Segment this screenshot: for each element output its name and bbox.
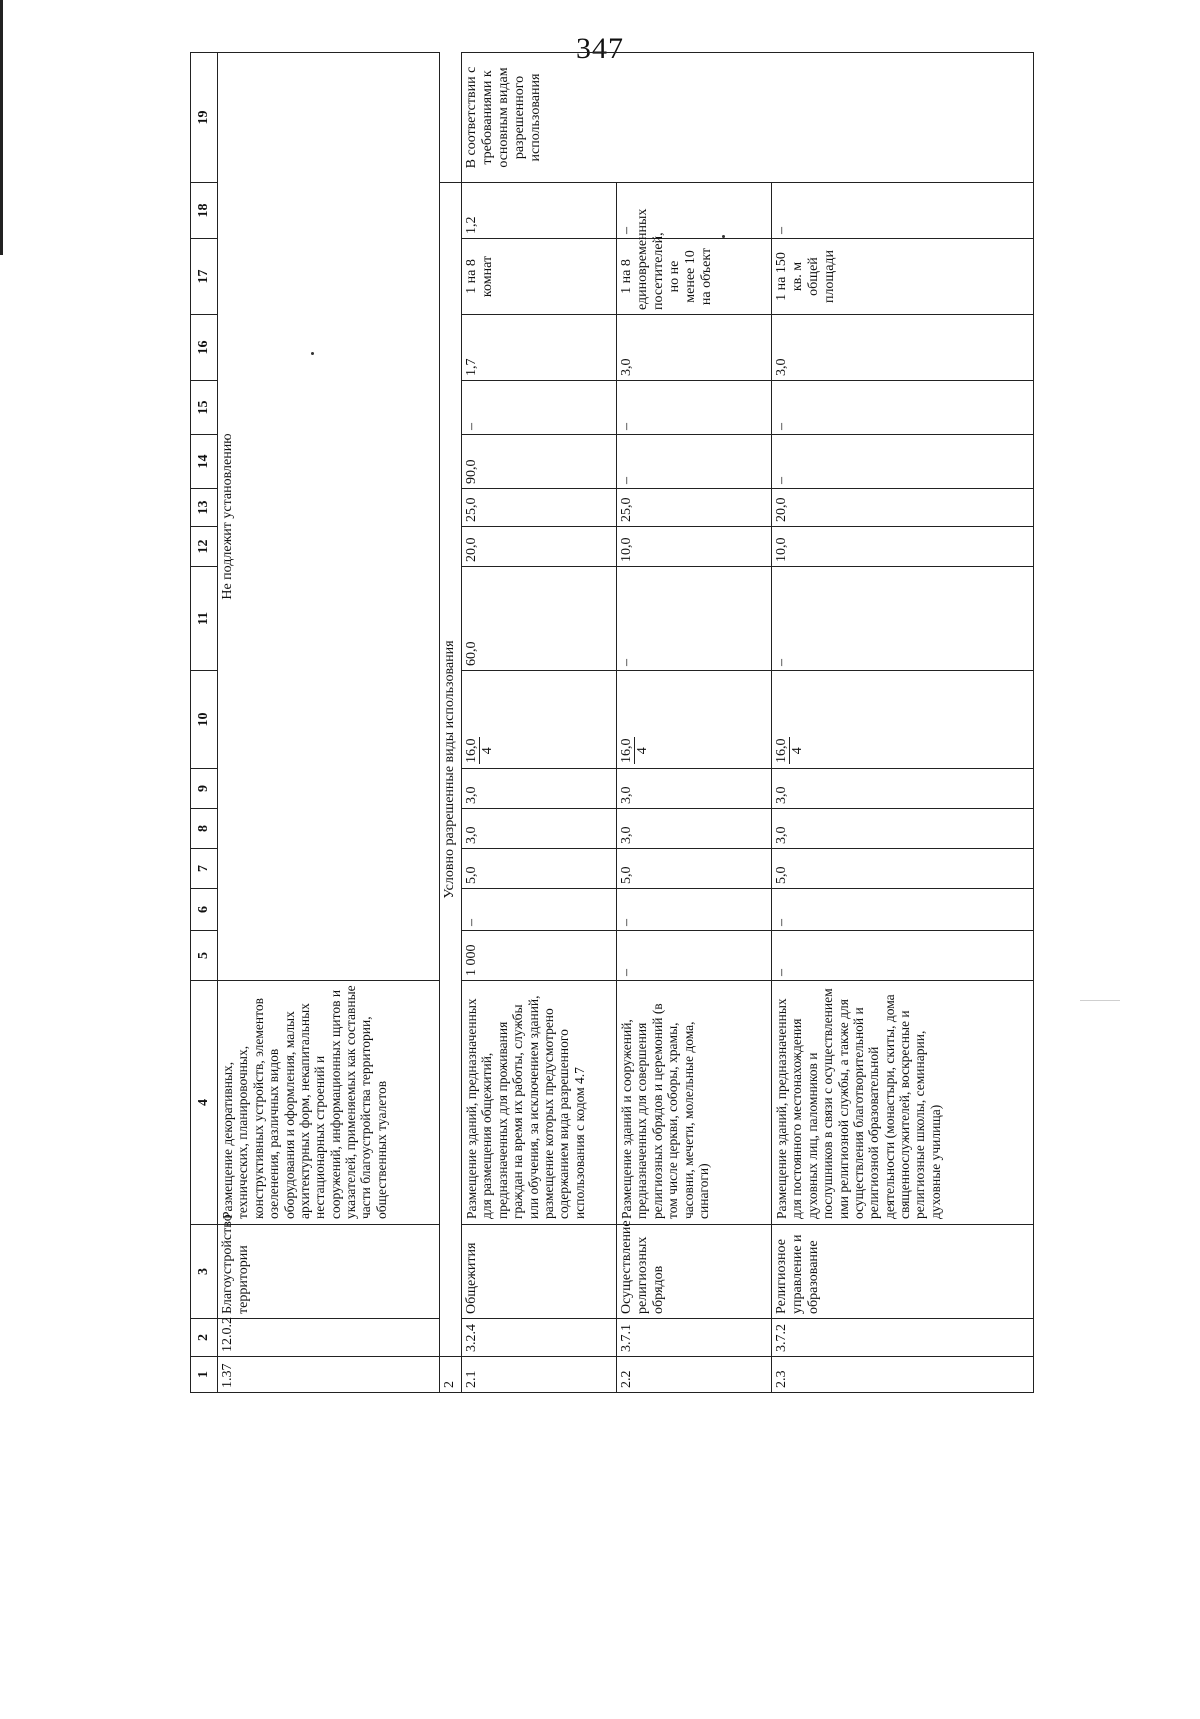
cell-col5: – xyxy=(617,931,772,981)
header-cell: 19 xyxy=(191,53,218,183)
cell-col7: 5,0 xyxy=(617,849,772,889)
use-name: Религиозное управление и образование xyxy=(772,1225,1034,1319)
header-cell: 10 xyxy=(191,671,218,769)
fraction-numerator: 16,0 xyxy=(619,738,634,763)
header-cell: 17 xyxy=(191,239,218,315)
cell-col8: 3,0 xyxy=(617,809,772,849)
table-row xyxy=(617,53,772,1393)
fraction xyxy=(774,738,806,765)
cell-col11: – xyxy=(617,567,772,671)
cell-col14: – xyxy=(772,435,1034,489)
rotated-table-container xyxy=(190,66,1030,1393)
use-description: Размещение зданий и сооружений, предназначенных для совершения религиозных обрядов и церемоний (в том числе церкви, соборы, храмы, часовни, мечети, молельные дома, синагоги) xyxy=(617,981,772,1225)
cell-col7: 5,0 xyxy=(462,849,617,889)
use-description: Размещение декоративных, технических, планировочных, конструктивных устройств, элементов озеленения, различных видов оборудования и оформления, малых архитектурных форм, некапитальных нестационарных строений и сооружений, информационных щитов и указателей, применяемых как составные части благоустройства территории, общественных туалетов xyxy=(218,981,440,1225)
cell-col18: 1,2 xyxy=(462,183,617,239)
cell-col10 xyxy=(772,671,1034,769)
table-row xyxy=(218,53,440,1393)
header-cell: 6 xyxy=(191,889,218,931)
use-name: Благоустройство территории xyxy=(218,1225,440,1319)
row-number: 2.2 xyxy=(617,1357,772,1393)
use-code: 3.7.1 xyxy=(617,1319,772,1357)
table-row xyxy=(772,53,1034,1393)
cell-col5: 1 000 xyxy=(462,931,617,981)
header-cell: 2 xyxy=(191,1319,218,1357)
cell-col17: 1 на 8 единовременных посетителей, но не менее 10 на объект xyxy=(617,239,772,315)
cell-col15: – xyxy=(617,381,772,435)
fraction xyxy=(619,738,651,765)
regulations-table xyxy=(190,52,1034,1393)
merged-not-established-cell: Не подлежит установлению xyxy=(218,53,440,981)
header-row xyxy=(191,53,218,1393)
use-description: Размещение зданий, предназначенных для постоянного местонахождения духовных лиц, паломников и послушников в связи с осуществлением ими религиозной службы, а также для осуществления благотворительной и религиозной образовательной деятельности (монастыри, скиты, дома священнослужителей, воскресные и религиозные школы, семинарии, духовные училища) xyxy=(772,981,1034,1225)
fraction-denominator: 4 xyxy=(790,747,806,755)
cell-col15: – xyxy=(462,381,617,435)
use-code: 12.0.2 xyxy=(218,1319,440,1357)
use-description: Размещение зданий, предназначенных для размещения общежитий, предназначенных для проживания граждан на время их работы, службы или обучения, за исключением зданий, размещение которых предусмотрено содержанием вида разрешенного использования с кодом 4.7 xyxy=(462,981,617,1225)
cell-col11: 60,0 xyxy=(462,567,617,671)
fraction xyxy=(464,738,496,765)
cell-col9: 3,0 xyxy=(462,769,617,809)
cell-col16: 3,0 xyxy=(772,315,1034,381)
cell-col11: – xyxy=(772,567,1034,671)
cell-col14: – xyxy=(617,435,772,489)
header-cell: 7 xyxy=(191,849,218,889)
cell-col16: 3,0 xyxy=(617,315,772,381)
header-cell: 9 xyxy=(191,769,218,809)
row-number: 1.37 xyxy=(218,1357,440,1393)
cell-col12: 20,0 xyxy=(462,527,617,567)
cell-col13: 20,0 xyxy=(772,489,1034,527)
cell-col6: – xyxy=(772,889,1034,931)
cell-col5: – xyxy=(772,931,1034,981)
use-code: 3.7.2 xyxy=(772,1319,1034,1357)
table-row xyxy=(462,53,617,1393)
cell-col15: – xyxy=(772,381,1034,435)
header-cell: 11 xyxy=(191,567,218,671)
header-cell: 1 xyxy=(191,1357,218,1393)
fraction-denominator: 4 xyxy=(635,747,651,755)
use-name: Общежития xyxy=(462,1225,617,1319)
header-cell: 13 xyxy=(191,489,218,527)
header-cell: 12 xyxy=(191,527,218,567)
binding-edge-mark xyxy=(0,0,3,255)
cell-col8: 3,0 xyxy=(462,809,617,849)
header-cell: 15 xyxy=(191,381,218,435)
cell-col8: 3,0 xyxy=(772,809,1034,849)
row-number: 2.3 xyxy=(772,1357,1034,1393)
cell-col17: 1 на 8 комнат xyxy=(462,239,617,315)
page-number: 347 xyxy=(576,32,624,65)
section-number: 2 xyxy=(440,1357,462,1393)
fraction-numerator: 16,0 xyxy=(774,738,789,763)
cell-col6: – xyxy=(617,889,772,931)
cell-col16: 1,7 xyxy=(462,315,617,381)
cell-col17: 1 на 150 кв. м общей площади xyxy=(772,239,1034,315)
fraction-numerator: 16,0 xyxy=(464,738,479,763)
cell-col9: 3,0 xyxy=(772,769,1034,809)
section-title: Условно разрешенные виды использования xyxy=(440,183,462,1357)
header-cell: 5 xyxy=(191,931,218,981)
cell-col18: – xyxy=(617,183,772,239)
cell-col13: 25,0 xyxy=(462,489,617,527)
cell-col12: 10,0 xyxy=(617,527,772,567)
header-cell: 8 xyxy=(191,809,218,849)
cell-col9: 3,0 xyxy=(617,769,772,809)
cell-col19: В соответствии с требованиями к основным видам разрешенного использования xyxy=(462,53,1034,183)
cell-col10 xyxy=(462,671,617,769)
cell-col18: – xyxy=(772,183,1034,239)
cell-col7: 5,0 xyxy=(772,849,1034,889)
use-name: Осуществление религиозных обрядов xyxy=(617,1225,772,1319)
cell-col13: 25,0 xyxy=(617,489,772,527)
cell-col14: 90,0 xyxy=(462,435,617,489)
header-cell: 4 xyxy=(191,981,218,1225)
cell-col6: – xyxy=(462,889,617,931)
header-cell: 14 xyxy=(191,435,218,489)
header-cell: 18 xyxy=(191,183,218,239)
header-cell: 16 xyxy=(191,315,218,381)
fraction-denominator: 4 xyxy=(480,747,496,755)
section-row xyxy=(440,53,462,1393)
use-code: 3.2.4 xyxy=(462,1319,617,1357)
cell-col10 xyxy=(617,671,772,769)
header-cell: 3 xyxy=(191,1225,218,1319)
cell-col12: 10,0 xyxy=(772,527,1034,567)
row-number: 2.1 xyxy=(462,1357,617,1393)
scan-artifact-line xyxy=(1080,1000,1120,1001)
